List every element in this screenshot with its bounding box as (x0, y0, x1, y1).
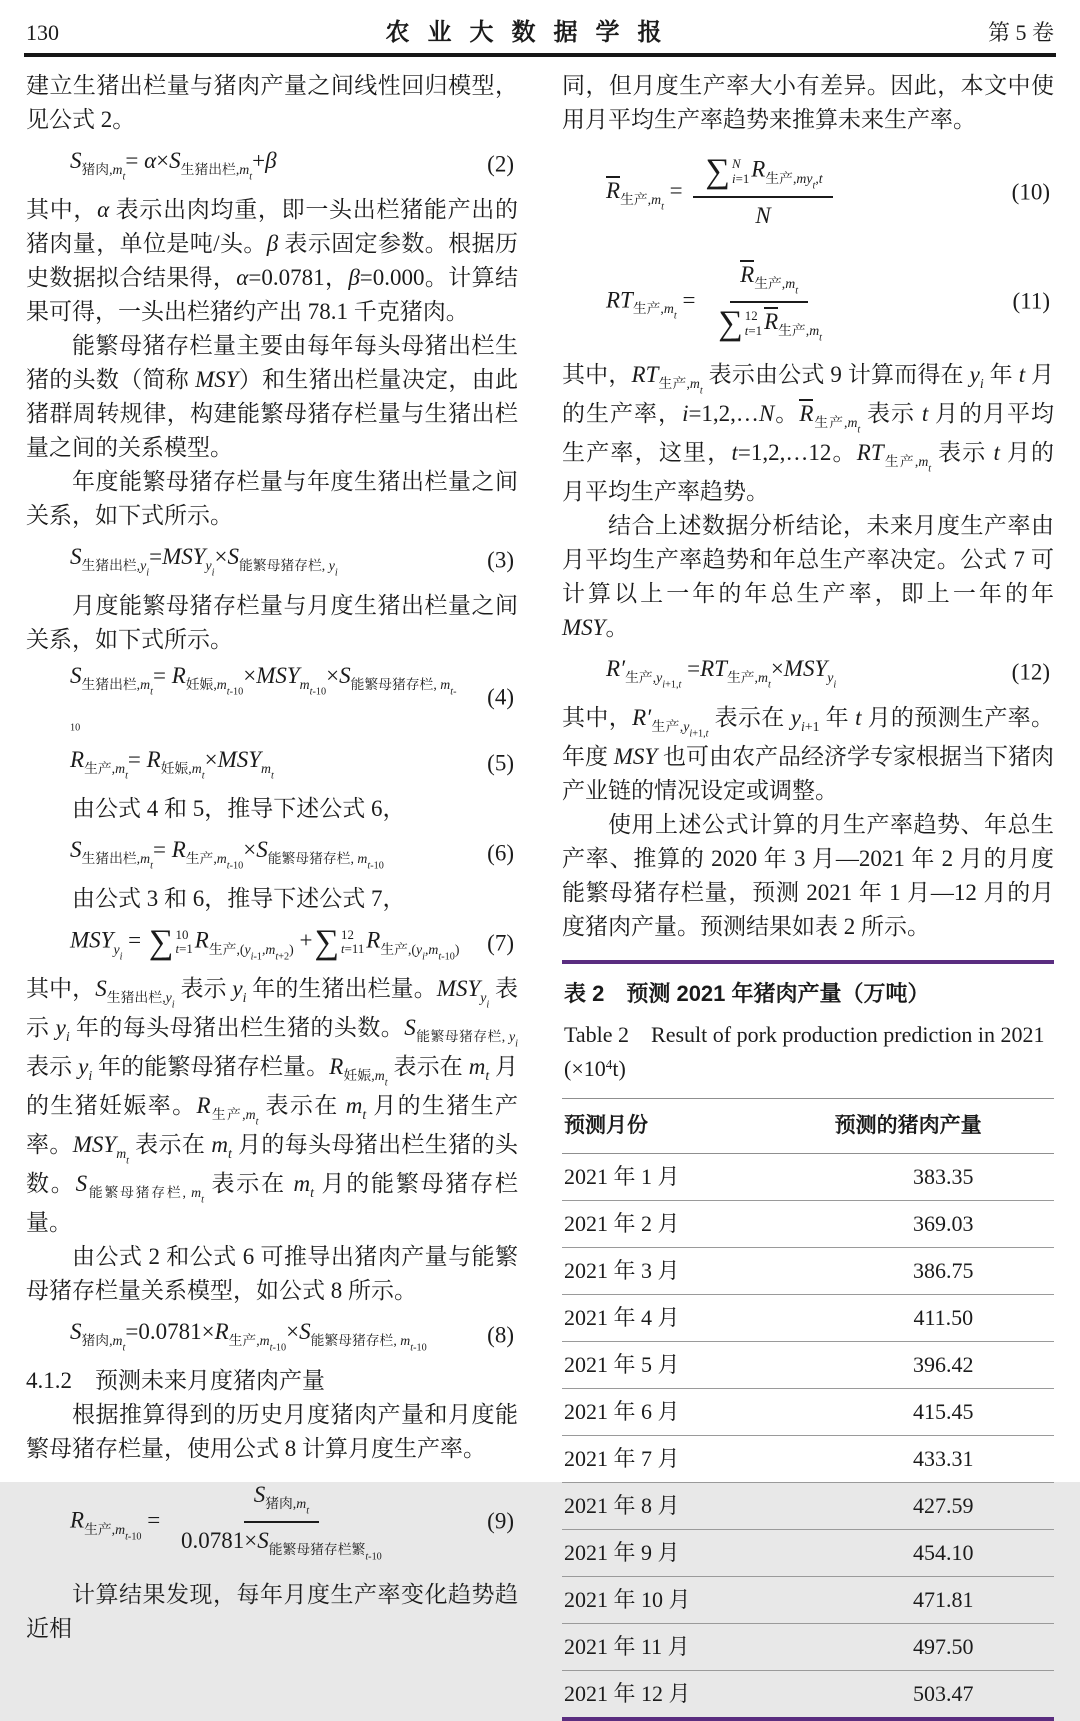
production-value-cell: 369.03 (833, 1201, 1054, 1248)
paragraph: 能繁母猪存栏量主要由每年每头母猪出栏生猪的头数（简称 MSY）和生猪出栏量决定，由此猪群周转规律，构建能繁母猪存栏量与生猪出栏量之间的关系模型。 (26, 333, 519, 460)
table-row (562, 1577, 1054, 1624)
paragraph: 年度能繁母猪存栏量与年度生猪出栏量之间关系，如下式所示。 (26, 469, 518, 528)
formula-3 (26, 536, 518, 586)
paragraph: 月度能繁母猪存栏量与月度生猪出栏量之间关系，如下式所示。 (26, 593, 518, 652)
formula-8 (26, 1311, 518, 1361)
formula-body: $R_{生产,m_{t-10}}$ = $\frac{S_{猪肉,m_t}}{0.0781\times S_{能繁母猪存栏繁_{t-10}}}$ (70, 1482, 382, 1564)
formula-5 (26, 739, 518, 789)
formula-10 (562, 140, 1054, 246)
page-number: 130 (26, 20, 59, 45)
formula-number: (2) (487, 151, 514, 177)
month-cell: 2021 年 6 月 (562, 1389, 833, 1436)
formula-6 (26, 829, 518, 879)
formula-4 (26, 660, 518, 736)
table-row (562, 1201, 1054, 1248)
table-row (562, 1624, 1054, 1671)
formula-number: (12) (1011, 659, 1050, 685)
formula-number: (10) (1011, 179, 1050, 205)
production-value-cell: 433.31 (833, 1436, 1054, 1483)
production-value-cell: 427.59 (833, 1483, 1054, 1530)
production-value-cell: 503.47 (913, 1681, 974, 1707)
production-value-cell: 415.45 (833, 1389, 1054, 1436)
formula-9 (26, 1469, 518, 1575)
formula-body: $S_{猪肉,m_t}= \alpha\times S_{生猪出栏,m_t}+\beta$ (70, 147, 277, 183)
section-heading-4-1-2: 4.1.2 预测未来月度猪肉产量 (26, 1368, 325, 1394)
production-value-cell: 383.35 (833, 1154, 1054, 1201)
table-row (562, 1248, 1054, 1295)
paragraph: 由公式 4 和 5，推导下述公式 6， (72, 796, 406, 822)
left-column (26, 69, 518, 1721)
table-2 (562, 960, 1054, 1721)
formula-number: (11) (1012, 288, 1050, 314)
table-row (562, 1436, 1054, 1483)
table-bottom-accent-bar (562, 1717, 1054, 1721)
formula-number: (3) (487, 547, 514, 573)
formula-number: (5) (487, 750, 514, 776)
formula-body: $R_{生产,m_t}$ = ∑ N i=1 $R_{生产,my_t,t}$ N (606, 155, 1002, 230)
paragraph: 其中，$R'_{生产,y_{i+1,t}}$ 表示在 $y_{i+1}$ 年 t 月的预测生产率。年度 MSY 也可由农产品经济学专家根据当下猪肉产业链的情况设定或调整。 (562, 705, 1055, 804)
paragraph: 同，但月度生产率大小有差异。因此，本文中使用月平均生产率趋势来推算未来生产率。 (562, 73, 1054, 132)
formula-body: $R'_{生产,y_{i+1,t}} =RT_{生产,m_t}\times MSY_{y_i}$ (606, 656, 837, 691)
formula-number: (8) (487, 1322, 514, 1348)
formula-number: (4) (487, 684, 514, 710)
formula-number: (7) (487, 930, 514, 956)
column-header-production: 预测的猪肉产量 (833, 1099, 1054, 1154)
table-header (562, 1099, 1054, 1154)
table-row (562, 1154, 1054, 1201)
right-column (562, 69, 1054, 1721)
prediction-table (562, 1098, 1054, 1717)
paragraph: 其中，$S_{生猪出栏,y_i}$ 表示 $y_i$ 年的生猪出栏量。$MSY_{y_i}$ 表示 $y_i$ 年的每头母猪出栏生猪的头数。$S_{能繁母猪存栏, y_i}$ 表示 $y_i$ 年的能繁母猪存栏量。$R_{妊娠,m_t}$ 表示在 $m_t$ 月的生猪妊娠率。$R_{生产,m_t}$ 表示在 $m_t$ 月的生猪生产率。$MSY_{m_t}$ 表示在 $m_t$ 月的每头母猪出栏生猪的头数。$S_{能繁母猪存栏, m_t}$ 表示在 $m_t$ 月的能繁母猪存栏量。 (26, 976, 519, 1236)
paragraph: 计算结果发现，每年月度生产率变化趋势趋近相 (26, 1582, 518, 1642)
month-cell: 2021 年 4 月 (562, 1295, 833, 1342)
table-top-accent-bar (562, 960, 1054, 964)
table-row (562, 1342, 1054, 1389)
production-value-cell: 471.81 (833, 1577, 1054, 1624)
table-row (562, 1671, 1054, 1718)
formula-11 (562, 249, 1054, 355)
table-title-cn: 表 2 预测 2021 年猪肉产量（万吨） (564, 981, 930, 1007)
formula-body: $S_{生猪出栏,m_t}= R_{妊娠,m_{t-10}}\times MSY_{m_{t-10}}\times S_{能繁母猪存栏, m_{t-10}}$ (70, 663, 457, 734)
formula-12 (562, 648, 1054, 698)
month-cell: 2021 年 3 月 (562, 1248, 833, 1295)
formula-body: $RT_{生产,m_t}$ = $R_{生产,m_t}$ ∑ 12 t=1 $R_{生产,m_t}$ (606, 261, 822, 344)
formula-number: (9) (487, 1508, 514, 1534)
month-cell: 2021 年 9 月 (562, 1530, 833, 1577)
two-column-body (0, 57, 1080, 1721)
formula-body: $S_{生猪出栏,y_i}=MSY_{y_i}\times S_{能繁母猪存栏, y_i}$ (70, 543, 338, 579)
formula-2 (26, 140, 518, 190)
month-cell: 2021 年 11 月 (562, 1624, 833, 1671)
table-body (562, 1154, 1054, 1718)
production-value-cell: 454.10 (833, 1530, 1054, 1577)
formula-body: $S_{猪肉,m_t}=0.0781\times R_{生产,m_{t-10}}\times S_{能繁母猪存栏, m_{t-10}}$ (70, 1319, 427, 1355)
month-cell: 2021 年 2 月 (562, 1201, 833, 1248)
table-row (562, 1530, 1054, 1577)
page-header (0, 0, 1080, 53)
month-cell: 2021 年 8 月 (562, 1483, 833, 1530)
paragraph: 建立生猪出栏量与猪肉产量之间线性回归模型，见公式 2。 (26, 73, 518, 132)
journal-title: 农业大数据学报 (385, 19, 680, 46)
table-row (562, 1483, 1054, 1530)
month-cell: 2021 年 5 月 (562, 1342, 833, 1389)
paragraph: 其中，α 表示出肉均重，即一头出栏猪能产出的猪肉量，单位是吨/头。β 表示固定参数。根据历史数据拟合结果得，α=0.0781，β=0.000。计算结果可得，一头出栏猪约产出 78.1 千克猪肉。 (26, 197, 519, 324)
formula-number: (6) (487, 840, 514, 866)
table-title-en: Table 2 Result of pork production prediction in 2021 $(\times 10^4t)$ (564, 1022, 1045, 1082)
table-row (562, 1389, 1054, 1436)
production-value-cell: 497.50 (833, 1624, 1054, 1671)
column-header-month: 预测月份 (562, 1099, 833, 1154)
paragraph: 其中，$RT_{生产,m_t}$ 表示由公式 9 计算而得在 $y_i$ 年 t 月的生产率，i=1,2,…N。$R_{生产,m_t}$ 表示 t 月的月平均生产率，这里，t=1,2,…12。$RT_{生产,m_t}$ 表示 t 月的月平均生产率趋势。 (562, 362, 1055, 505)
paragraph: 使用上述公式计算的月生产率趋势、年总生产率、推算的 2020 年 3 月—2021 年 2 月的月度能繁母猪存栏量，预测 2021 年 1 月—12 月的月度猪肉产量。预测结果如表 2 所示。 (562, 812, 1054, 940)
formula-body: $S_{生猪出栏,m_t}= R_{生产,m_{t-10}}\times S_{能繁母猪存栏, m_{t-10}}$ (70, 837, 384, 872)
month-cell: 2021 年 7 月 (562, 1436, 833, 1483)
production-value-cell: 411.50 (833, 1295, 1054, 1342)
formula-body: $MSY_{y_i}$ = ∑ 10 t=1 $R_{生产,(y_{i-1},m_{t+2})}$ + ∑ 12 t=11 $R_{生产,(y_i,m_{t-10})}$ (70, 922, 460, 963)
formula-body: $R_{生产,m_t}= R_{妊娠,m_t}\times MSY_{m_t}$ (70, 747, 274, 782)
paragraph: 由公式 2 和公式 6 可推导出猪肉产量与能繁母猪存栏量关系模型，如公式 8 所示。 (26, 1244, 518, 1304)
table-row (562, 1295, 1054, 1342)
month-cell: 2021 年 1 月 (562, 1154, 833, 1201)
production-value-cell: 386.75 (833, 1248, 1054, 1295)
paragraph: 根据推算得到的历史月度猪肉产量和月度能繁母猪存栏量，使用公式 8 计算月度生产率。 (26, 1402, 518, 1462)
formula-7 (26, 919, 518, 969)
paragraph: 结合上述数据分析结论，未来月度生产率由月平均生产率趋势和年总生产率决定。公式 7 可计算以上一年的年总生产率，即上一年的年 MSY。 (562, 513, 1054, 641)
production-value-cell: 396.42 (833, 1342, 1054, 1389)
paragraph: 由公式 3 和 6，推导下述公式 7， (72, 886, 406, 912)
table-header-row (562, 1099, 1054, 1154)
month-cell: 2021 年 10 月 (562, 1577, 833, 1624)
volume-label: 第 5 卷 (987, 20, 1054, 45)
month-cell: 2021 年 12 月 (564, 1681, 691, 1707)
